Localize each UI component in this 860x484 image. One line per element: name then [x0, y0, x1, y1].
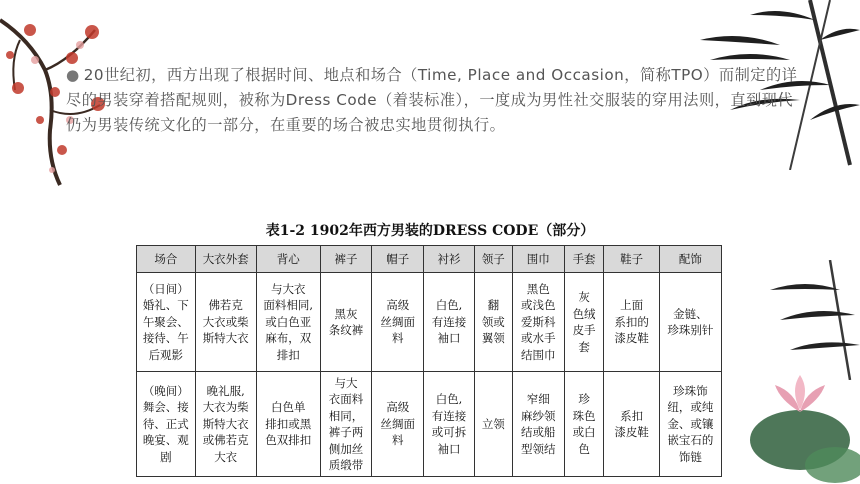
- table-cell: [659, 372, 721, 477]
- cell-text: 佛若克 大衣或柴 斯特大衣: [202, 298, 249, 346]
- cell-text: （日间） 婚礼、下 午聚会、 接待、午 后观影: [142, 281, 189, 362]
- cell-text: 白色, 有连接 袖口: [431, 298, 467, 346]
- cell-text: 翻 领或 翼领: [481, 298, 505, 346]
- table-cell: [424, 372, 475, 477]
- table-row: [137, 273, 722, 372]
- table-header-cell: 手套: [564, 246, 604, 273]
- cell-text: 白色单 排扣或黑 色双排扣: [265, 400, 312, 448]
- table-header-cell: 鞋子: [604, 246, 659, 273]
- lotus-decoration: [740, 370, 860, 484]
- table-cell: [137, 273, 196, 372]
- table-cell: [604, 372, 659, 477]
- table-cell: [256, 372, 320, 477]
- cell-text: 灰 色绒 皮手 套: [572, 290, 596, 354]
- table-header-cell: 衬衫: [424, 246, 475, 273]
- table-cell: [512, 372, 564, 477]
- table-cell: [372, 273, 424, 372]
- table-cell: [474, 372, 512, 477]
- table-cell: [659, 273, 721, 372]
- table-cell: [372, 372, 424, 477]
- table-header-cell: 背心: [256, 246, 320, 273]
- table-cell: [195, 273, 256, 372]
- table-cell: [320, 273, 372, 372]
- table-cell: [564, 372, 604, 477]
- cell-text: 系扣 漆皮鞋: [614, 408, 649, 439]
- intro-paragraph: [66, 63, 801, 138]
- table-header-cell: 配饰: [659, 246, 721, 273]
- dress-code-table: [136, 245, 722, 477]
- table-caption: 表1-2 1902年西方男装的DRESS CODE（部分）: [265, 223, 595, 239]
- table-header-cell: 围巾: [512, 246, 564, 273]
- table-row: [137, 372, 722, 477]
- table-header-cell: 场合: [137, 246, 196, 273]
- table-cell: [256, 273, 320, 372]
- table-header-cell: 领子: [474, 246, 512, 273]
- table-cell: [195, 372, 256, 477]
- cell-text: 黑灰 条纹裤: [328, 306, 364, 337]
- cell-text: 高级 丝绸面 料: [380, 298, 415, 346]
- cell-text: 立领: [481, 416, 505, 431]
- table-cell: [320, 372, 372, 477]
- bullet-icon: ●: [66, 66, 80, 84]
- intro-paragraph-text: 20世纪初，西方出现了根据时间、地点和场合（Time, Place and Occasion，简称TPO）而制定的详尽的男装穿着搭配规则，被称为Dress Code（着装标准），一度成为男性社交服装的穿用法则，直到现代仍为男装传统文化的一部分，在重要的场合被忠实地贯彻执行。: [66, 66, 798, 134]
- table-header-cell: 帽子: [372, 246, 424, 273]
- cell-text: 金链、 珍珠别针: [667, 306, 714, 337]
- cell-text: 高级 丝绸面 料: [380, 400, 415, 448]
- table-header-cell: 大衣外套: [195, 246, 256, 273]
- table-cell: [604, 273, 659, 372]
- cell-text: （晚间） 舞会、接 待、正式 晚宴、观 剧: [142, 383, 189, 464]
- cell-text: 白色, 有连接 或可拆 袖口: [431, 392, 467, 456]
- cell-text: 晚礼服, 大衣为柴 斯特大衣 或佛若克 大衣: [202, 383, 249, 464]
- cell-text: 珍珠饰 纽，或纯 金、或镶 嵌宝石的 饰链: [667, 383, 714, 464]
- cell-text: 窄细 麻纱领 结或船 型领结: [521, 392, 556, 456]
- bamboo-leaves-decoration: [770, 260, 860, 380]
- cell-text: 与大衣 面料相同, 或白色亚 麻布，双 排扣: [263, 281, 314, 362]
- cell-text: 珍 珠色 或白 色: [572, 392, 596, 456]
- table-cell: [564, 273, 604, 372]
- table-cell: [137, 372, 196, 477]
- cell-text: 上面 系扣的 漆皮鞋: [614, 298, 649, 346]
- table-header-row: [137, 246, 722, 273]
- table-cell: [474, 273, 512, 372]
- cell-text: 与大 衣面料 相同， 裤子两 侧加丝 质缎带: [328, 375, 364, 472]
- table-cell: [424, 273, 475, 372]
- table-cell: [512, 273, 564, 372]
- table-header-cell: 裤子: [320, 246, 372, 273]
- cell-text: 黑色 或浅色 爱斯科 或水手 结围巾: [521, 281, 556, 362]
